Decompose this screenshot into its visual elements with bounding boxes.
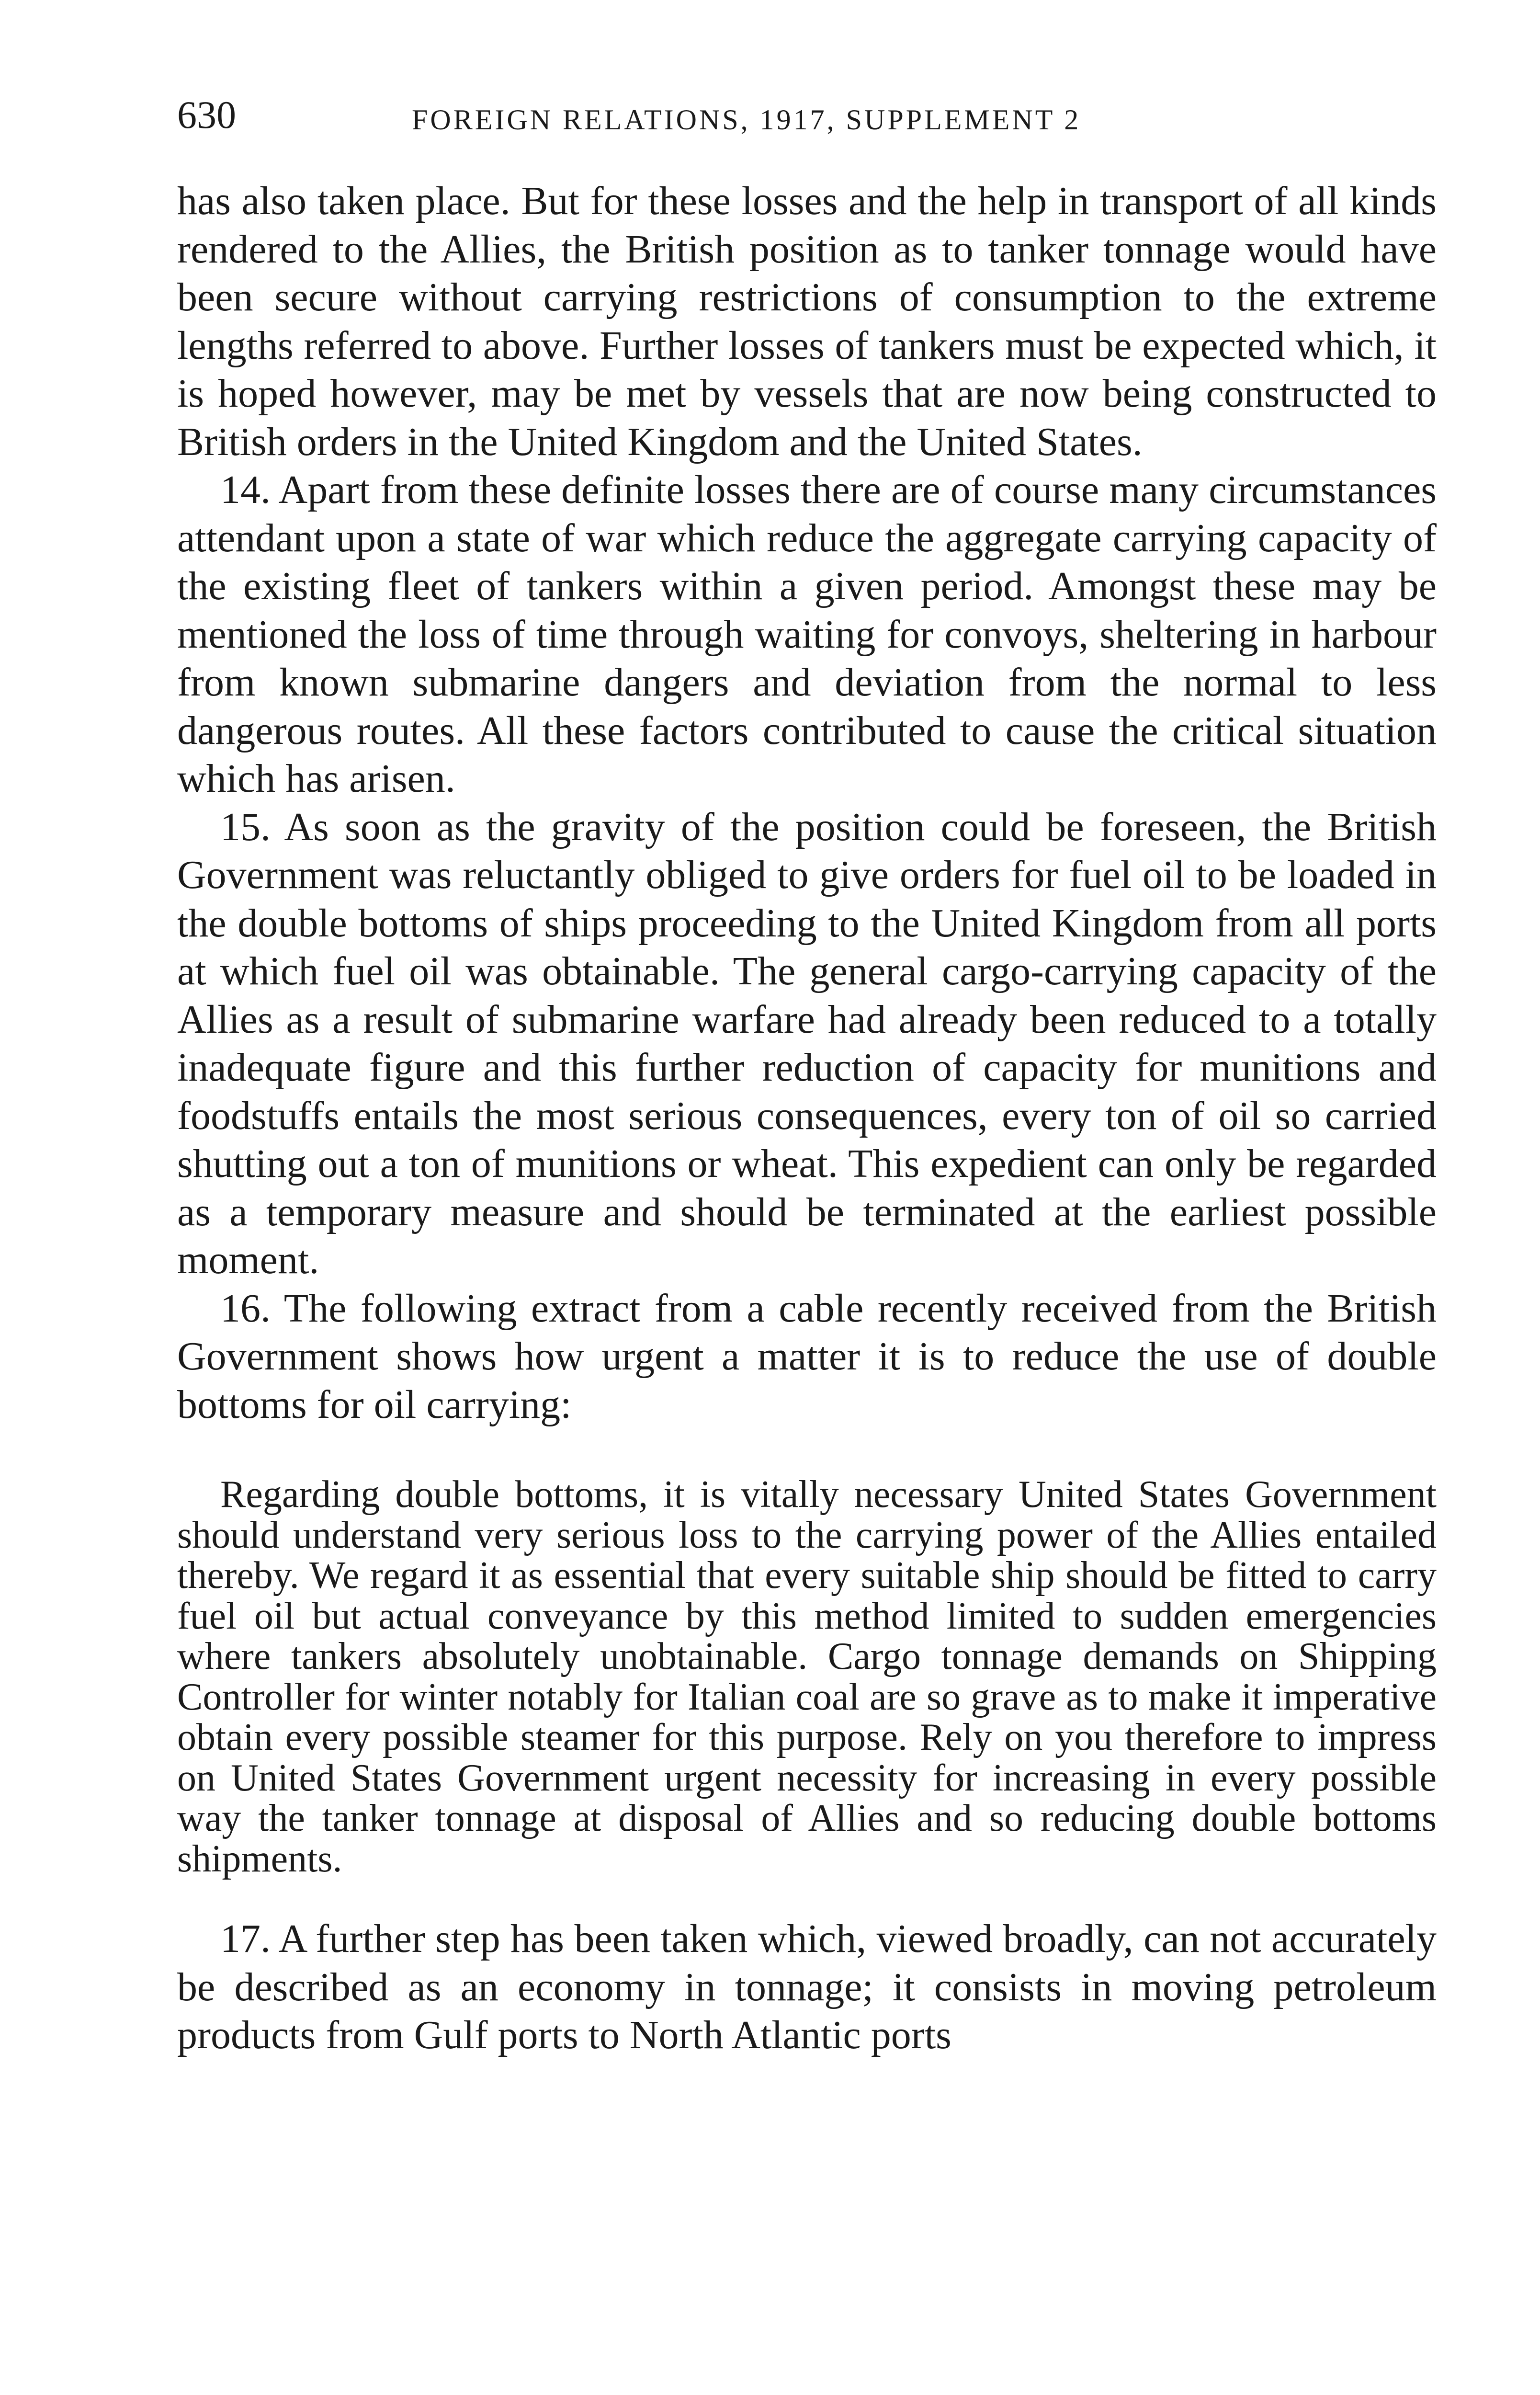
paragraph-continued: has also taken place. But for these losses and the help in transport of all kinds rendered to the Allies, the British position as to tanker tonnage would have been secure without carrying restrictions of consumption to the extreme lengths referred to above. Further losses of tankers must be expected which, it is hoped however, may be met by vessels that are now being constructed to British orders in the United Kingdom and the United States. — [177, 179, 1437, 464]
document-page — [177, 91, 1437, 2060]
running-title: FOREIGN RELATIONS, 1917, SUPPLEMENT 2 — [412, 104, 1081, 136]
paragraph-17: 17. A further step has been taken which, viewed broadly, can not accurately be described as an economy in tonnage; it consists in moving petroleum products from Gulf ports to North Atlantic ports — [177, 1916, 1437, 2057]
paragraph-16: 16. The following extract from a cable recently received from the British Government shows how urgent a matter it is to reduce the use of double bottoms for oil carrying: — [177, 1286, 1437, 1427]
paragraph-15: 15. As soon as the gravity of the position could be foreseen, the British Government was reluctantly obliged to give orders for fuel oil to be loaded in the double bottoms of ships proceeding to the United Kingdom from all ports at which fuel oil was obtainable. The general cargo-carrying capacity of the Allies as a result of submarine warfare had already been reduced to a totally inadequate figure and this further reduction of capacity for munitions and foodstuffs entails the most serious consequences, every ton of oil so carried shutting out a ton of munitions or wheat. This expedient can only be regarded as a temporary measure and should be terminated at the earliest possible moment. — [177, 804, 1437, 1282]
paragraph-14: 14. Apart from these definite losses there are of course many circumstances attendant upon a state of war which reduce the aggregate carrying capacity of the existing fleet of tankers within a given period. Amongst these may be mentioned the loss of time through waiting for convoys, sheltering in harbour from known submarine dangers and deviation from the normal to less dangerous routes. All these factors contributed to cause the critical situation which has arisen. — [177, 468, 1437, 801]
cable-extract-quote: Regarding double bottoms, it is vitally necessary United States Government should understand very serious loss to the carrying power of the Allies entailed thereby. We regard it as essential that every suitable ship should be fitted to carry fuel oil but actual conveyance by this method limited to sudden emergencies where tankers absolutely unobtainable. Cargo tonnage demands on Shipping Controller for winter notably for Italian coal are so grave as to make it imperative obtain every possible steamer for this purpose. Rely on you therefore to impress on United States Government urgent necessity for increasing in every possible way the tanker tonnage at disposal of Allies and so reducing double bottoms shipments. — [177, 1473, 1437, 1880]
body-text — [177, 177, 1437, 2060]
running-head — [177, 91, 1437, 148]
page-number: 630 — [177, 93, 236, 137]
